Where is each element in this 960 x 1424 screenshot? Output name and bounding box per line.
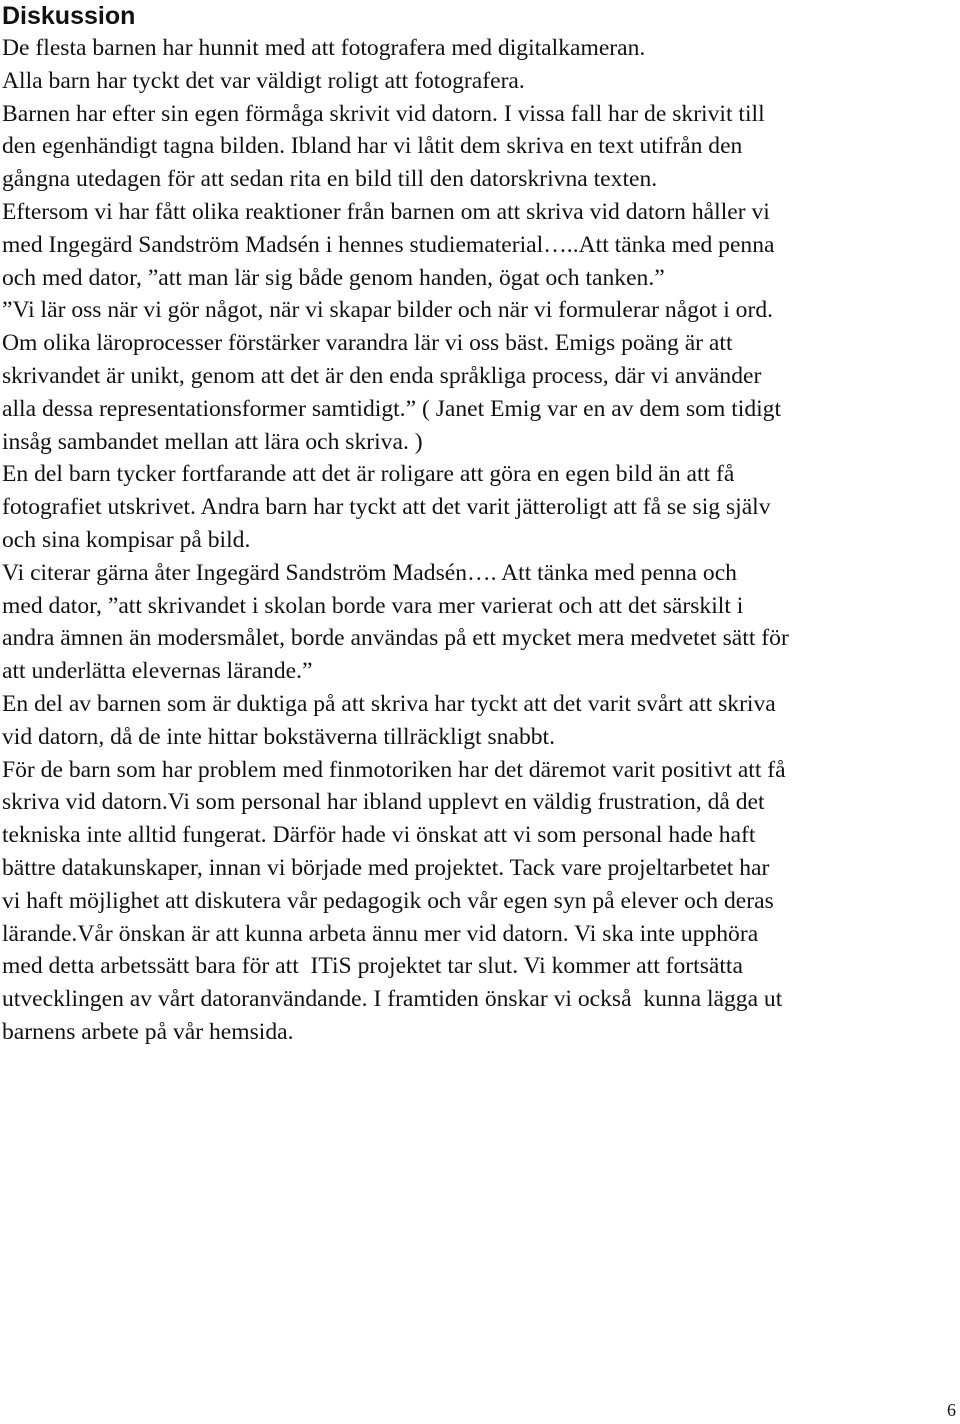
text-line: Om olika läroprocesser förstärker varandra lär vi oss bäst. Emigs poäng är att [2, 330, 733, 357]
page-number: 6 [947, 1400, 956, 1420]
text-line: insåg sambandet mellan att lära och skriva. ) [2, 428, 423, 455]
text-line: Eftersom vi har fått olika reaktioner från barnen om att skriva vid datorn håller vi [2, 198, 770, 225]
text-line: Vi citerar gärna åter Ingegärd Sandström Madsén…. Att tänka med penna och [2, 559, 737, 586]
text-line: vi haft möjlighet att diskutera vår pedagogik och vår egen syn på elever och deras [2, 887, 774, 914]
text-line: fotografiet utskrivet. Andra barn har tyckt att det varit jätteroligt att få se sig själv [2, 494, 771, 521]
text-line: De flesta barnen har hunnit med att fotografera med digitalkameran. [2, 35, 646, 61]
text-line: med dator, ”att skrivandet i skolan borde vara mer varierat och att det särskilt i [2, 592, 744, 619]
text-line: ”Vi lär oss när vi gör något, när vi skapar bilder och när vi formulerar något i ord. [2, 297, 774, 324]
text-line: En del av barnen som är duktiga på att skriva har tyckt att det varit svårt att skriva [2, 690, 776, 717]
text-line: skriva vid datorn.Vi som personal har ibland upplevt en väldig frustration, då det [2, 789, 765, 816]
text-line: den egenhändigt tagna bilden. Ibland har vi låtit dem skriva en text utifrån den [2, 133, 743, 160]
text-line: barnens arbete på vår hemsida. [2, 1018, 294, 1045]
body-text [2, 32, 956, 1049]
text-line: lärande.Vår önskan är att kunna arbeta ännu mer vid datorn. Vi ska inte upphöra [2, 920, 759, 947]
text-line: Alla barn har tyckt det var väldigt roligt att fotografera. [2, 67, 525, 94]
text-line: tekniska inte alltid fungerat. Därför hade vi önskat att vi som personal hade haft [2, 822, 756, 849]
text-line: med detta arbetssätt bara för att ITiS projektet tar slut. Vi kommer att fortsätta [2, 953, 743, 980]
text-line: En del barn tycker fortfarande att det är roligare att göra en egen bild än att få [2, 461, 735, 488]
text-line: gångna utedagen för att sedan rita en bild till den datorskrivna texten. [2, 166, 658, 193]
text-line: att underlätta elevernas lärande.” [2, 658, 313, 685]
text-line: För de barn som har problem med finmotoriken har det däremot varit positivt att få [2, 756, 786, 783]
text-line: vid datorn, då de inte hittar bokstäverna tillräckligt snabbt. [2, 723, 555, 750]
text-line: och med dator, ”att man lär sig både genom handen, ögat och tanken.” [2, 264, 665, 291]
text-line: Barnen har efter sin egen förmåga skrivit vid datorn. I vissa fall har de skrivit till [2, 100, 765, 127]
text-line: andra ämnen än modersmålet, borde användas på ett mycket mera medvetet sätt för [2, 625, 789, 652]
section-heading: Diskussion [2, 2, 136, 30]
text-line: bättre datakunskaper, innan vi började med projektet. Tack vare projeltarbetet har [2, 854, 770, 881]
text-line: skrivandet är unikt, genom att det är den enda språkliga process, där vi använder [2, 362, 762, 389]
text-line: utvecklingen av vårt datoranvändande. I framtiden önskar vi också kunna lägga ut [2, 986, 783, 1013]
text-line: alla dessa representationsformer samtidigt.” ( Janet Emig var en av dem som tidigt [2, 395, 782, 422]
text-line: och sina kompisar på bild. [2, 526, 251, 553]
text-line: med Ingegärd Sandström Madsén i hennes studiematerial…..Att tänka med penna [2, 231, 775, 258]
